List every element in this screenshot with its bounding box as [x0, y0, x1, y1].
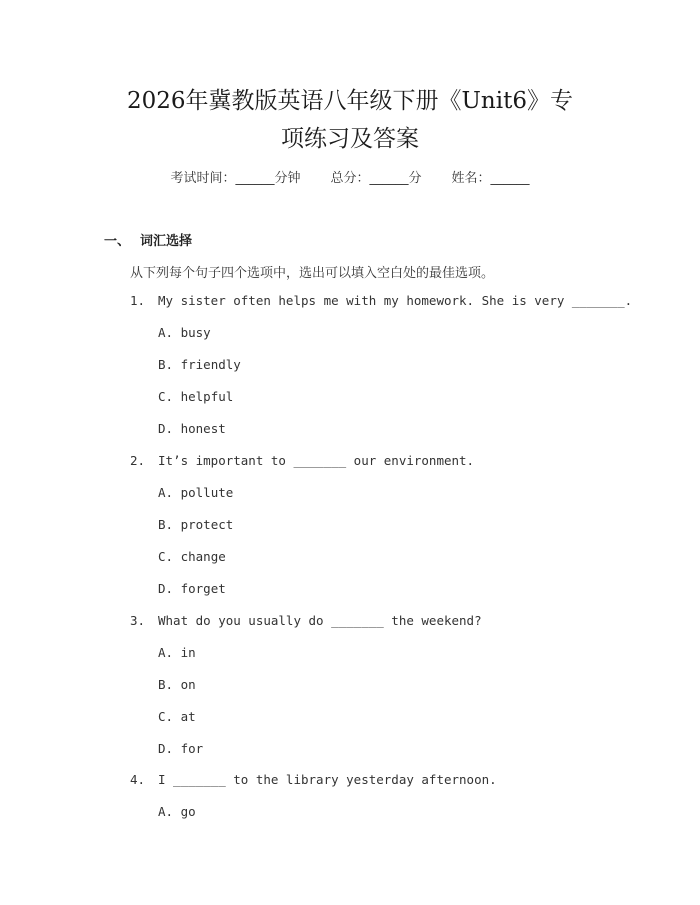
option-label: C. [158, 549, 174, 564]
answer-option [158, 677, 196, 692]
option-label: D. [158, 421, 174, 436]
option-label: D. [158, 741, 174, 756]
section-instruction: 从下列每个句子四个选项中，选出可以填入空白处的最佳选项。 [130, 266, 495, 281]
answer-option [158, 581, 226, 596]
exam-score: 总分：______分 [330, 171, 422, 186]
option-text: pollute [180, 485, 234, 500]
option-label: D. [158, 581, 174, 596]
option-label: A. [158, 645, 174, 660]
option-text: on [180, 677, 196, 692]
option-label: C. [158, 389, 174, 404]
student-name-field: 姓名：______ [451, 171, 530, 186]
answer-option [158, 709, 196, 724]
option-text: protect [180, 517, 234, 532]
question-text: I _______ to the library yesterday afternoon. [158, 772, 497, 787]
option-label: A. [158, 485, 174, 500]
option-text: in [180, 645, 196, 660]
section-number: 一、 [104, 234, 131, 249]
option-text: change [180, 549, 226, 564]
option-label: B. [158, 517, 174, 532]
answer-option [158, 804, 196, 819]
section-title: 词汇选择 [140, 234, 193, 249]
option-label: A. [158, 804, 174, 819]
question-text: It’s important to _______ our environment. [158, 453, 475, 468]
option-text: busy [180, 325, 211, 340]
answer-option [158, 389, 233, 404]
question-number: 1. [130, 293, 146, 308]
title-line-1: 2026年冀教版英语八年级下册《Unit6》专 [127, 88, 573, 114]
question-number: 2. [130, 453, 146, 468]
option-text: honest [180, 421, 226, 436]
option-text: helpful [180, 389, 234, 404]
exam-info [0, 167, 700, 186]
option-label: A. [158, 325, 174, 340]
question-number: 4. [130, 772, 146, 787]
question-text: What do you usually do _______ the weekend? [158, 613, 482, 628]
answer-option [158, 325, 211, 340]
option-label: B. [158, 357, 174, 372]
option-label: C. [158, 709, 174, 724]
option-text: friendly [180, 357, 241, 372]
title-line-2: 项练习及答案 [281, 126, 419, 152]
option-text: forget [180, 581, 226, 596]
exam-time: 考试时间：______分钟 [170, 171, 301, 186]
answer-option [158, 421, 226, 436]
answer-option [158, 645, 196, 660]
question-number: 3. [130, 613, 146, 628]
question-text: My sister often helps me with my homework. She is very _______. [158, 293, 633, 308]
answer-option [158, 485, 233, 500]
option-text: for [180, 741, 204, 756]
answer-option [158, 517, 233, 532]
option-text: go [180, 804, 196, 819]
option-label: B. [158, 677, 174, 692]
answer-option [158, 549, 226, 564]
option-text: at [180, 709, 196, 724]
document-title [60, 82, 640, 158]
answer-option [158, 357, 241, 372]
answer-option [158, 741, 203, 756]
section-heading [104, 230, 192, 249]
